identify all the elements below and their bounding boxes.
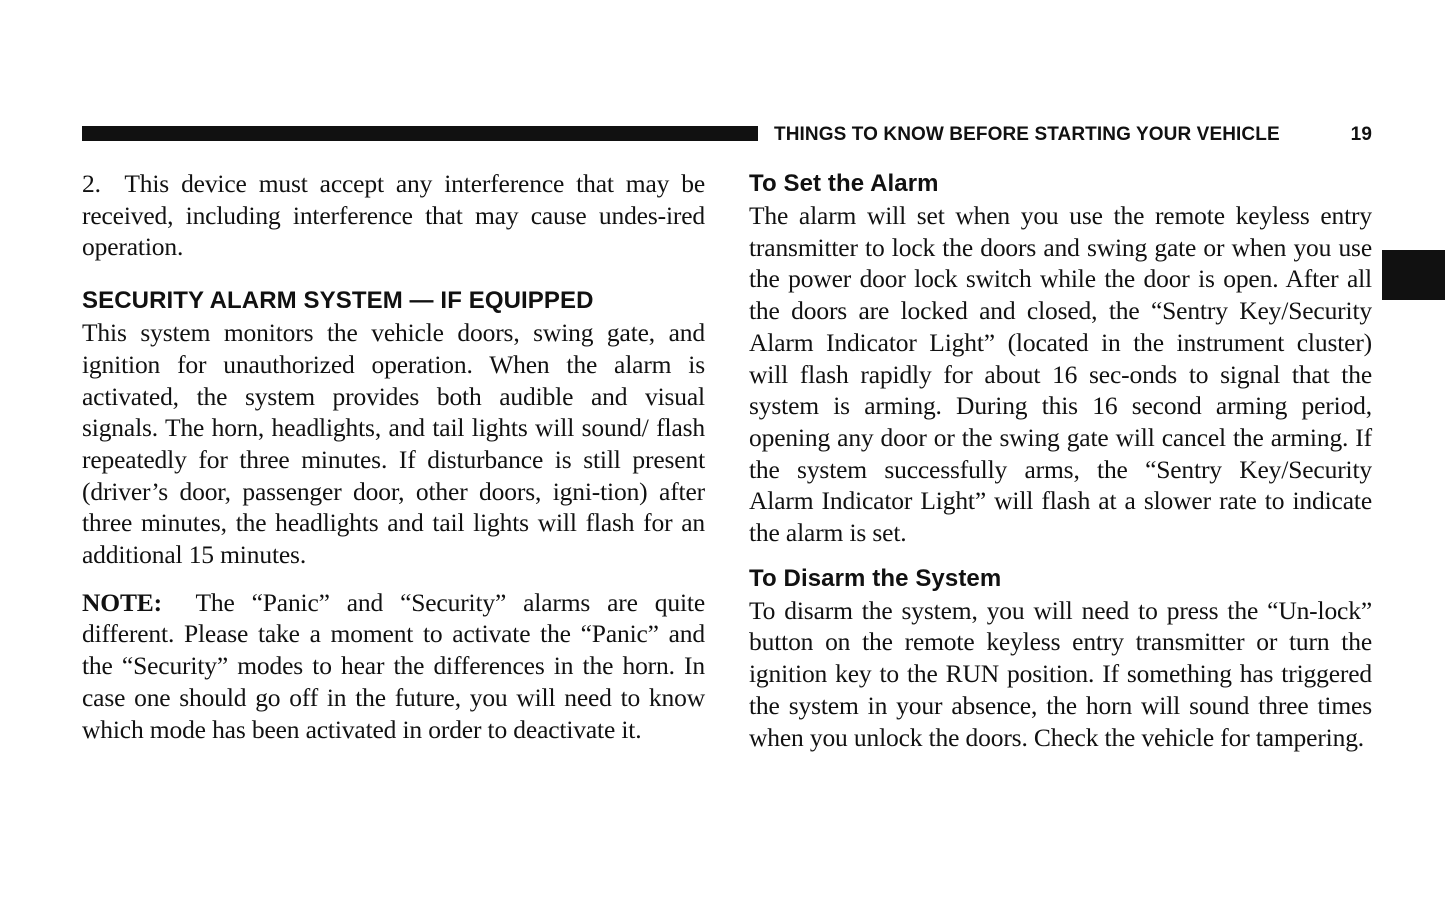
- section-thumb-tab: [1382, 250, 1445, 300]
- set-alarm-paragraph: The alarm will set when you use the remote keyless entry transmitter to lock the doors and swing gate or when you use the power door lock switch while the door is open. After all the doors are locked and closed, the “Sentry Key/Security Alarm Indicator Light” (located in the instrument cluster) will flash rapidly for about 16 sec-onds to signal that the system is arming. During this 16 second arming period, opening any door or the swing gate will cancel the arming. If the system successfully arms, the “Sentry Key/Security Alarm Indicator Light” will flash at a slower rate to indicate the alarm is set.: [749, 201, 1372, 548]
- intro-paragraph: 2. This device must accept any interference that may be received, including interference that may cause undes-ired operation.: [82, 169, 705, 262]
- note-paragraph: [82, 587, 705, 746]
- page-number: 19: [1350, 124, 1372, 145]
- running-title: THINGS TO KNOW BEFORE STARTING YOUR VEHICLE: [774, 124, 1280, 145]
- right-column: [749, 168, 1372, 753]
- running-header: [774, 122, 1372, 148]
- set-alarm-heading: To Set the Alarm: [749, 170, 939, 197]
- disarm-heading: To Disarm the System: [749, 564, 1002, 592]
- note-label: NOTE:: [82, 587, 163, 617]
- left-column: [82, 168, 705, 745]
- security-alarm-paragraph: This system monitors the vehicle doors, swing gate, and ignition for unauthorized operation. When the alarm is activated, the system provides both audible and visual signals. The horn, headlights, and tail lights will sound/ flash repeatedly for three minutes. If disturbance is still present (driver’s door, passenger door, other doors, igni-tion) after three minutes, the headlights and tail lights will flash for an additional 15 minutes.: [82, 318, 705, 570]
- header-rule-bar: [82, 126, 758, 141]
- disarm-paragraph: To disarm the system, you will need to press the “Un-lock” button on the remote keyless entry transmitter or turn the ignition key to the RUN position. If something has triggered the system in your absence, the horn will sound three times when you unlock the doors. Check the vehicle for tampering.: [749, 595, 1372, 752]
- note-text: The “Panic” and “Security” alarms are quite different. Please take a moment to activate the “Panic” and the “Security” modes to hear the differences in the horn. In case one should go off in the future, you will need to know which mode has been activated in order to deactivate it.: [82, 587, 705, 744]
- security-alarm-heading: SECURITY ALARM SYSTEM — IF EQUIPPED: [82, 287, 594, 315]
